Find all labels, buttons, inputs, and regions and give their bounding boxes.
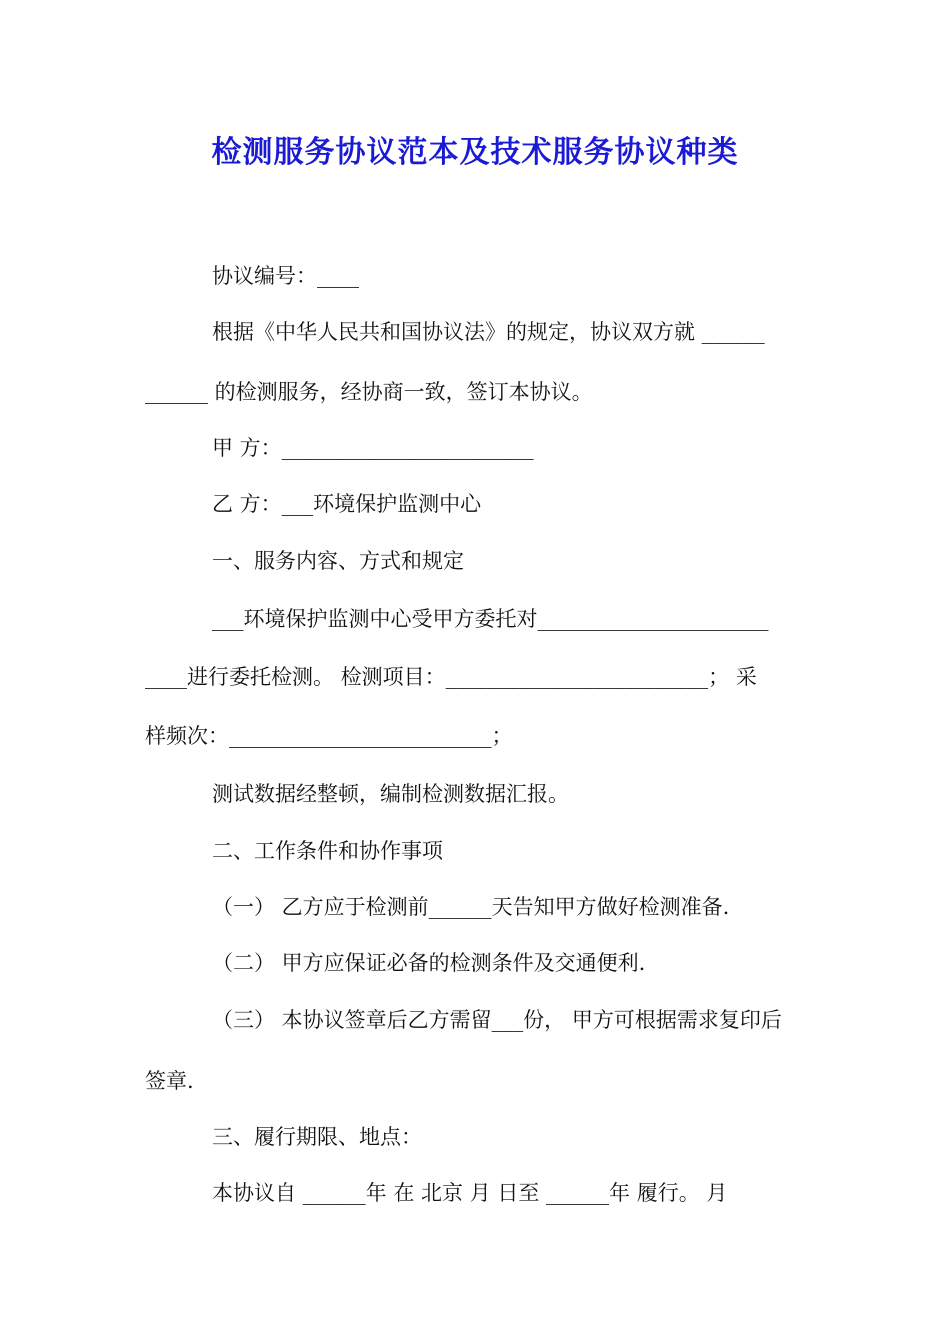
preamble-line-1: 根据《中华人民共和国协议法》的规定，协议双方就 ______ xyxy=(212,320,765,344)
section-1-para-line-2: ____进行委托检测。 检测项目：_________________________； 采 xyxy=(145,665,757,689)
section-2-item-3-line-1: （三） 本协议签章后乙方需留___份， 甲方可根据需求复印后 xyxy=(212,1008,782,1032)
agreement-number-line: 协议编号：____ xyxy=(212,264,359,288)
document-title: 检测服务协议范本及技术服务协议种类 xyxy=(211,135,739,170)
section-3-para-line-1: 本协议自 ______年 在 北京 月 日至 ______年 履行。 月 xyxy=(212,1181,728,1205)
section-3-heading: 三、履行期限、地点： xyxy=(212,1125,422,1149)
section-1-heading: 一、服务内容、方式和规定 xyxy=(212,549,464,573)
section-1-para-line-3: 样频次：_________________________； xyxy=(145,724,513,748)
section-2-heading: 二、工作条件和协作事项 xyxy=(212,839,443,863)
section-1-data-line: 测试数据经整顿，编制检测数据汇报。 xyxy=(212,782,569,806)
section-2-item-3-line-2: 签章. xyxy=(145,1069,194,1093)
section-2-item-1: （一） 乙方应于检测前______天告知甲方做好检测准备. xyxy=(212,895,730,919)
preamble-line-2: ______ 的检测服务，经协商一致，签订本协议。 xyxy=(145,380,593,404)
party-a-line: 甲 方：________________________ xyxy=(212,436,534,460)
party-b-line: 乙 方：___环境保护监测中心 xyxy=(212,492,482,516)
section-2-item-2: （二） 甲方应保证必备的检测条件及交通便利. xyxy=(212,951,646,975)
section-1-para-line-1: ___环境保护监测中心受甲方委托对______________________ xyxy=(212,607,769,631)
